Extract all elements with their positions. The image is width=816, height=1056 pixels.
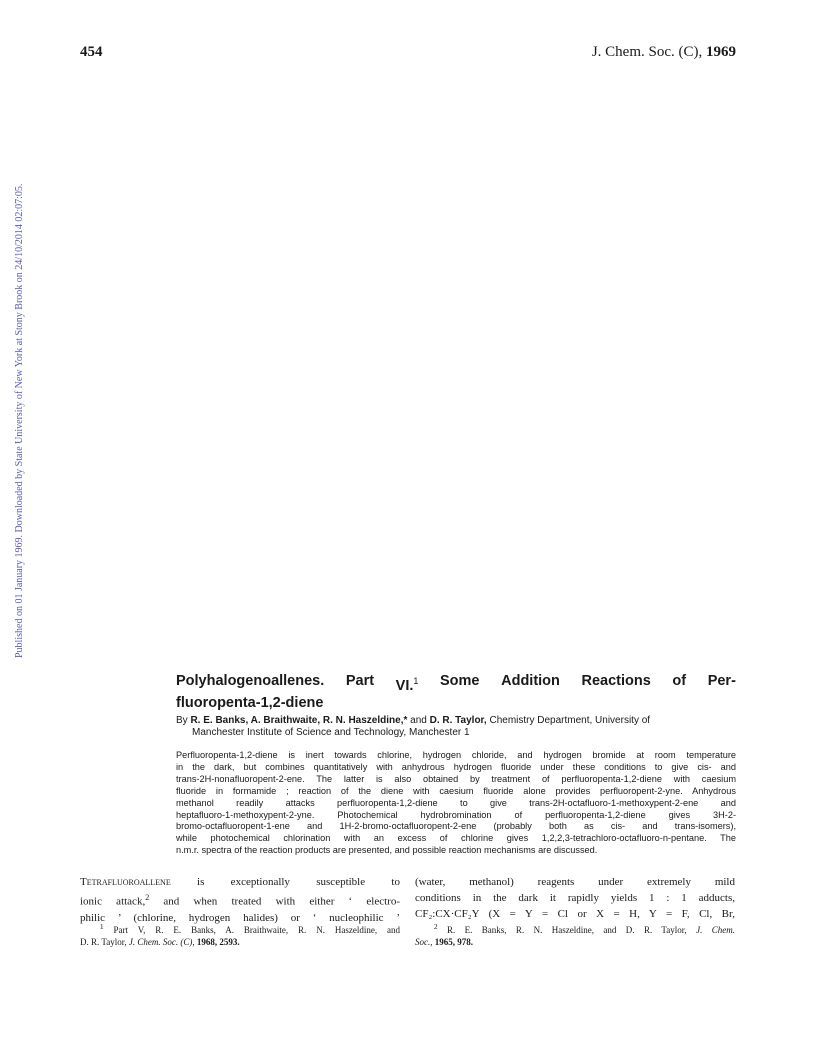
footnote-2: $^2$ R. E. Banks, R. N. Haszeldine, and D. R. Taylor, J. Chem. Soc., 1965, 978. xyxy=(415,922,735,947)
abstract-line: n.m.r. spectra of the reaction products are presented, and possible reaction mechanisms are discussed. xyxy=(176,845,598,856)
abstract-line: Perfluoropenta-1,2-diene is inert towards chlorine, hydrogen chloride, and hydrogen bromide at room temperature xyxy=(176,750,736,760)
abstract-line: trans-2H-nonafluoropent-2-ene. The latter is also obtained by treatment of perfluoropenta-1,2-diene with caesium xyxy=(176,773,736,784)
title-line-1: Polyhalogenoallenes. Part VI.$^1$ Some Addition Reactions of Per- xyxy=(176,673,736,694)
abstract-line: fluoride in formamide ; reaction of the diene with caesium fluoride alone provides perfluoropent-2-yne. Anhydrous xyxy=(176,785,736,796)
journal-year: 1969 xyxy=(706,44,736,60)
abstract xyxy=(176,750,736,857)
abstract-line: heptafluoro-1-methoxypent-2-yne. Photochemical hydrobromination of perfluoropenta-1,2-diene gives 3H-2- xyxy=(176,809,736,820)
journal-citation xyxy=(592,44,736,61)
page-number: 454 xyxy=(80,44,103,60)
affiliation: Chemistry Department, University of xyxy=(489,715,651,726)
affiliation-line-2: Manchester Institute of Science and Technology, Manchester 1 xyxy=(192,727,470,738)
lead-word: Tetrafluoroallene xyxy=(80,876,171,888)
title-line-2: fluoropenta-1,2-diene xyxy=(176,694,324,711)
author-block: By R. E. Banks, A. Braithwaite, R. N. Haszeldine,* and D. R. Taylor, Chemistry Department, University of Manchester Institute of Science and Technology, Manchester 1 xyxy=(176,715,736,739)
body-column-left: Tetrafluoroallene is exceptionally susceptible to ionic attack,$^2$ and when treated with either ‘ electro- philic ’ (chlorine, hydrogen halides) or ‘ nucleophilic ’ xyxy=(80,876,400,924)
body-column-right: (water, methanol) reagents under extremely mild conditions in the dark it rapidly yields 1 : 1 adducts, CF₂:CX·CF₂Y (X = Y = Cl or X = H, Y = F, Cl, Br, xyxy=(415,876,735,920)
abstract-line: while photochemical chlorination with an excess of chlorine gives 1,2,2,3-tetrachloro-octafluoro-n-pentane. The xyxy=(176,833,736,844)
article-title xyxy=(176,673,736,712)
abstract-line: methanol readily attacks perfluoropenta-1,2-diene to give trans-2H-octafluoro-1-methoxypent-2-ene and xyxy=(176,797,736,808)
title-part-reference[interactable]: 1 xyxy=(413,676,419,686)
abstract-line: in the dark, but combines quantitatively with anhydrous hydrogen fluoride under these conditions to give cis- and xyxy=(176,761,736,772)
formula-line: CF₂:CX·CF₂Y (X = Y = Cl or X = H, Y = F, Cl, Br, xyxy=(415,908,735,920)
footnote-1: $^1$ Part V, R. E. Banks, A. Braithwaite, R. N. Haszeldine, and D. R. Taylor, J. Chem. Soc. (C), 1968, 2593. xyxy=(80,922,401,947)
author-last: D. R. Taylor, xyxy=(429,715,487,726)
author-names: R. E. Banks, A. Braithwaite, R. N. Haszeldine,* xyxy=(190,715,408,726)
download-notice: Published on 01 January 1969. Downloaded by State University of New York at Stony Brook on 24/10/2014 02:07:05. xyxy=(14,183,25,658)
journal-name: J. Chem. Soc. (C), xyxy=(591,44,703,60)
abstract-line: bromo-octafluoropent-1-ene and 1H-2-bromo-octafluoropent-2-ene (probably both as cis- and trans-isomers), xyxy=(176,821,736,832)
reference-marker[interactable]: 2 xyxy=(145,893,150,902)
